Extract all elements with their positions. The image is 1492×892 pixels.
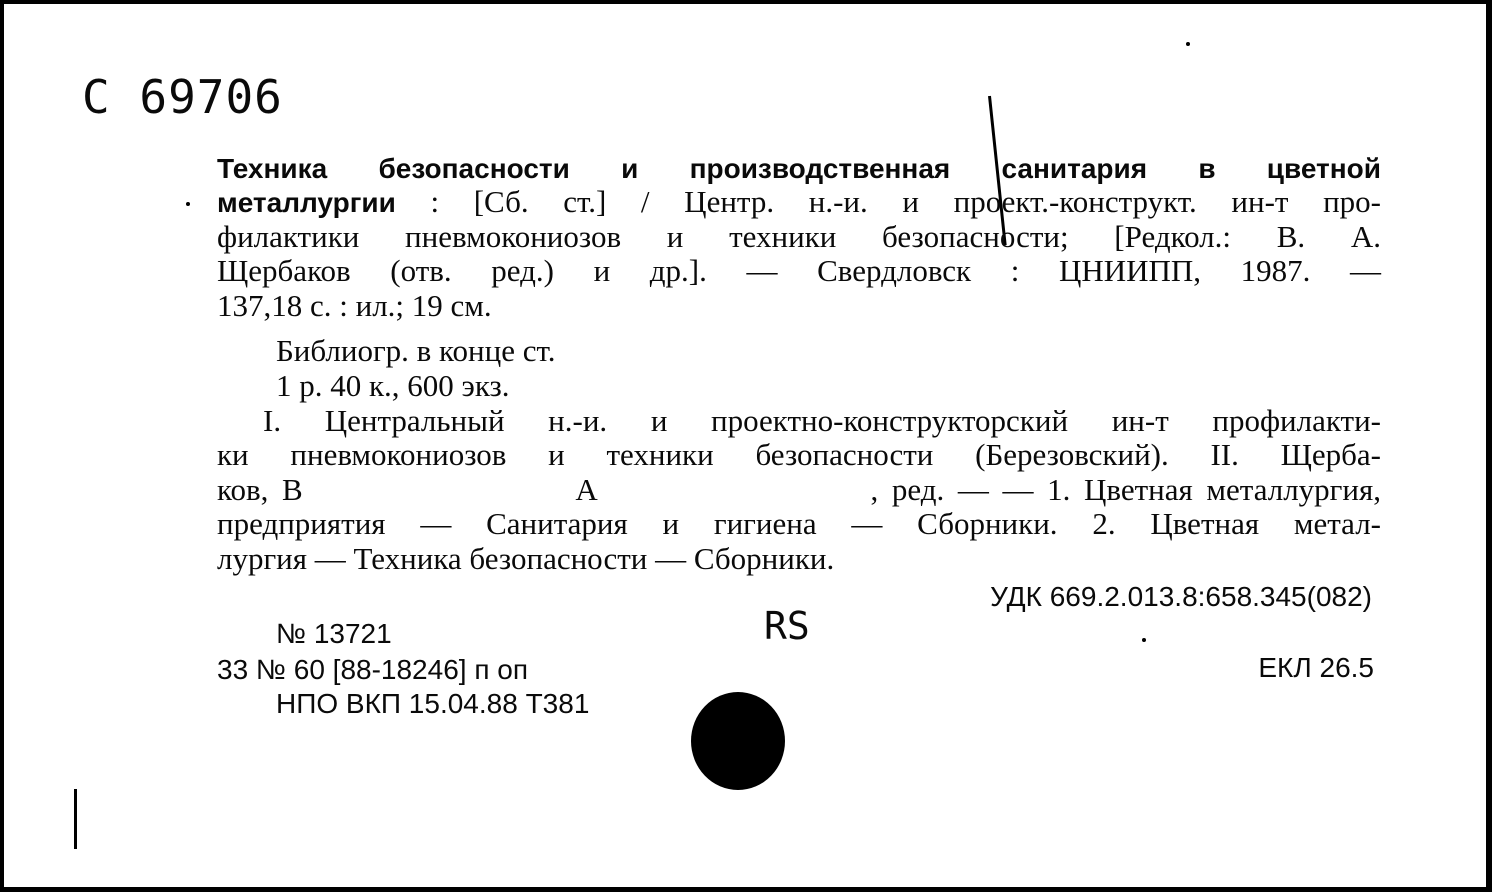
margin-mark xyxy=(74,789,77,849)
description-text: Щербаков (отв. ред.) и др.]. — Свердловск : ЦНИИПП, 1987. — xyxy=(217,253,1381,289)
card-number: № 13721 xyxy=(276,618,392,649)
subject-line: ков, В А , ред. — — 1. Цветная металлургия, xyxy=(217,471,1381,507)
speck-mark xyxy=(186,202,190,206)
price-note: 1 р. 40 к., 600 экз. xyxy=(276,368,510,403)
description-line xyxy=(217,254,1381,288)
description-line xyxy=(217,289,1381,323)
speck-mark xyxy=(1142,638,1146,642)
description-line xyxy=(217,151,1381,185)
title-text: Техника безопасности и производственная санитария в цветной xyxy=(217,153,1381,184)
title-text: металлургии xyxy=(217,187,396,219)
speck-mark xyxy=(1186,42,1190,46)
subject-line: предприятия — Санитария и гигиена — Сборники. 2. Цветная метал- xyxy=(217,506,1381,542)
punch-hole xyxy=(691,692,785,790)
description-text: : [Сб. ст.] / Центр. н.-и. и проект.-конструкт. ин-т про- xyxy=(395,184,1381,220)
ekl-code: ЕКЛ 26.5 xyxy=(1258,652,1374,683)
subject-line: ки пневмокониозов и техники безопасности (Березовский). II. Щерба- xyxy=(217,437,1381,473)
description-line xyxy=(217,185,1381,219)
publisher-line: НПО ВКП 15.04.88 Т381 xyxy=(276,688,590,719)
subject-headings xyxy=(217,404,1381,576)
bibliographic-description xyxy=(217,151,1381,323)
udk-code: УДК 669.2.013.8:658.345(082) xyxy=(990,581,1372,612)
description-text: филактики пневмокониозов и техники безопасности; [Редкол.: В. А. xyxy=(217,218,1381,254)
description-line xyxy=(217,220,1381,254)
order-line: 33 № 60 [88-18246] п оп xyxy=(217,654,529,685)
subject-line: I. Центральный н.-и. и проектно-конструкторский ин-т профилакти- xyxy=(263,403,1381,438)
subject-line: лургия — Техника безопасности — Сборники. xyxy=(217,540,835,576)
bibliography-note: Библиогр. в конце ст. xyxy=(276,333,556,368)
rs-mark: RS xyxy=(764,604,810,648)
description-text: 137,18 с. : ил.; 19 см. xyxy=(217,287,492,323)
call-number: С 69706 xyxy=(82,70,283,124)
